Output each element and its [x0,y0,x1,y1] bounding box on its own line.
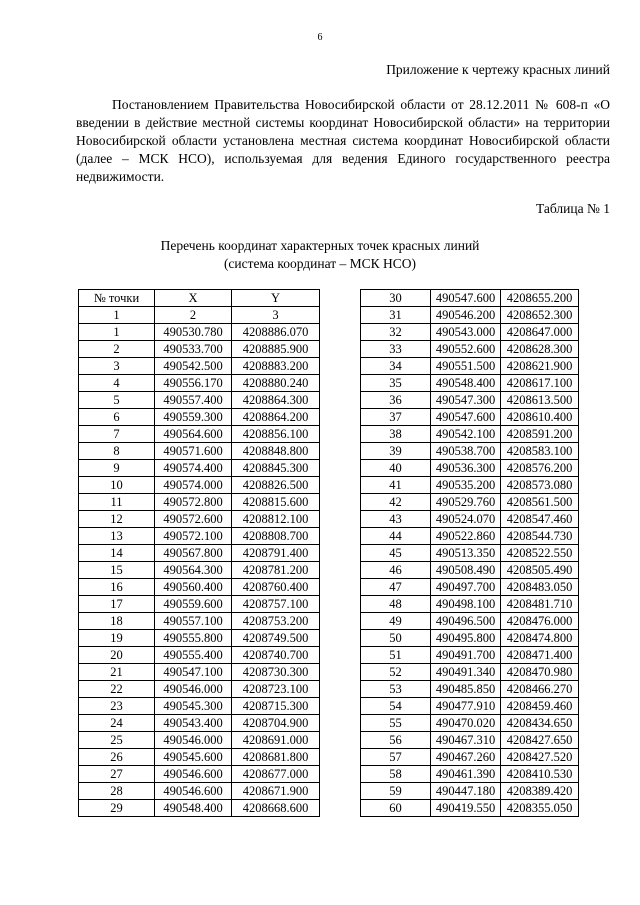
cell-x-value: 490522.860 [431,528,501,545]
cell-y-value: 4208522.550 [501,545,579,562]
cell-x-value: 490564.600 [155,426,232,443]
cell-x-value: 490564.300 [155,562,232,579]
table-row [361,341,579,358]
cell-point-number: 17 [79,596,155,613]
cell-point-number: 49 [361,613,431,630]
cell-point-number: 34 [361,358,431,375]
cell-x-value: 490542.500 [155,358,232,375]
table-row [79,392,320,409]
cell-point-number: 53 [361,681,431,698]
cell-x-value: 490467.310 [431,732,501,749]
cell-y-value: 4208864.300 [232,392,320,409]
table-row [361,579,579,596]
cell-y-value: 4208885.900 [232,341,320,358]
table-row [79,324,320,341]
cell-y-value: 4208723.100 [232,681,320,698]
cell-x-value: 490491.700 [431,647,501,664]
index-3: 3 [232,307,320,324]
cell-point-number: 42 [361,494,431,511]
table-row [79,477,320,494]
cell-point-number: 44 [361,528,431,545]
table-row [79,579,320,596]
table-row [79,596,320,613]
table-row [361,290,579,307]
cell-y-value: 4208617.100 [501,375,579,392]
table-row [361,426,579,443]
cell-point-number: 27 [79,766,155,783]
cell-y-value: 4208610.400 [501,409,579,426]
table-caption [0,237,640,273]
cell-x-value: 490548.400 [431,375,501,392]
cell-x-value: 490571.600 [155,443,232,460]
cell-x-value: 490535.200 [431,477,501,494]
table-row [361,715,579,732]
index-1: 1 [79,307,155,324]
cell-point-number: 47 [361,579,431,596]
cell-y-value: 4208655.200 [501,290,579,307]
cell-point-number: 32 [361,324,431,341]
cell-x-value: 490496.500 [431,613,501,630]
cell-y-value: 4208544.730 [501,528,579,545]
cell-y-value: 4208355.050 [501,800,579,817]
table-row [361,562,579,579]
cell-x-value: 490447.180 [431,783,501,800]
cell-y-value: 4208459.460 [501,698,579,715]
cell-x-value: 490524.070 [431,511,501,528]
table-row [79,545,320,562]
cell-x-value: 490533.700 [155,341,232,358]
cell-x-value: 490555.800 [155,630,232,647]
cell-x-value: 490545.300 [155,698,232,715]
cell-y-value: 4208757.100 [232,596,320,613]
cell-point-number: 15 [79,562,155,579]
cell-point-number: 31 [361,307,431,324]
table-row [361,307,579,324]
cell-point-number: 56 [361,732,431,749]
cell-x-value: 490547.600 [431,290,501,307]
cell-y-value: 4208886.070 [232,324,320,341]
cell-y-value: 4208483.050 [501,579,579,596]
coordinates-table-left [78,289,320,817]
cell-point-number: 43 [361,511,431,528]
table-row [361,732,579,749]
cell-x-value: 490572.800 [155,494,232,511]
cell-point-number: 16 [79,579,155,596]
cell-y-value: 4208848.800 [232,443,320,460]
table-row [361,545,579,562]
header-row [79,290,320,307]
cell-x-value: 490546.600 [155,766,232,783]
table-row [79,460,320,477]
cell-point-number: 39 [361,443,431,460]
cell-point-number: 26 [79,749,155,766]
cell-point-number: 54 [361,698,431,715]
cell-y-value: 4208410.530 [501,766,579,783]
table-row [361,477,579,494]
cell-x-value: 490536.300 [431,460,501,477]
cell-y-value: 4208561.500 [501,494,579,511]
table-row [79,630,320,647]
cell-y-value: 4208671.900 [232,783,320,800]
cell-x-value: 490546.000 [155,732,232,749]
table-row [361,766,579,783]
index-2: 2 [155,307,232,324]
cell-y-value: 4208471.400 [501,647,579,664]
cell-x-value: 490543.000 [431,324,501,341]
cell-x-value: 490557.400 [155,392,232,409]
cell-y-value: 4208476.000 [501,613,579,630]
cell-y-value: 4208815.600 [232,494,320,511]
table-row [79,613,320,630]
cell-x-value: 490477.910 [431,698,501,715]
cell-y-value: 4208808.700 [232,528,320,545]
cell-x-value: 490557.100 [155,613,232,630]
cell-point-number: 33 [361,341,431,358]
cell-point-number: 58 [361,766,431,783]
cell-point-number: 55 [361,715,431,732]
table-row [361,324,579,341]
cell-point-number: 57 [361,749,431,766]
table-row [361,460,579,477]
cell-point-number: 24 [79,715,155,732]
cell-point-number: 19 [79,630,155,647]
table-row [361,698,579,715]
cell-point-number: 29 [79,800,155,817]
table-row [361,528,579,545]
cell-x-value: 490498.100 [431,596,501,613]
cell-x-value: 490572.100 [155,528,232,545]
cell-point-number: 46 [361,562,431,579]
cell-x-value: 490467.260 [431,749,501,766]
cell-point-number: 9 [79,460,155,477]
cell-x-value: 490470.020 [431,715,501,732]
table-row [361,443,579,460]
table-row [361,494,579,511]
cell-x-value: 490546.600 [155,783,232,800]
cell-point-number: 20 [79,647,155,664]
cell-x-value: 490547.600 [431,409,501,426]
cell-y-value: 4208845.300 [232,460,320,477]
table-row [361,375,579,392]
cell-point-number: 36 [361,392,431,409]
cell-y-value: 4208652.300 [501,307,579,324]
cell-point-number: 60 [361,800,431,817]
cell-y-value: 4208749.500 [232,630,320,647]
cell-y-value: 4208389.420 [501,783,579,800]
cell-point-number: 21 [79,664,155,681]
cell-x-value: 490555.400 [155,647,232,664]
table-row [361,511,579,528]
cell-y-value: 4208704.900 [232,715,320,732]
cell-y-value: 4208753.200 [232,613,320,630]
cell-x-value: 490574.400 [155,460,232,477]
cell-point-number: 52 [361,664,431,681]
cell-x-value: 490419.550 [431,800,501,817]
cell-x-value: 490495.800 [431,630,501,647]
cell-y-value: 4208474.800 [501,630,579,647]
cell-x-value: 490567.800 [155,545,232,562]
cell-y-value: 4208427.520 [501,749,579,766]
table-row [361,800,579,817]
page-number: 6 [317,32,323,43]
cell-point-number: 22 [79,681,155,698]
cell-y-value: 4208740.700 [232,647,320,664]
cell-point-number: 50 [361,630,431,647]
cell-y-value: 4208591.200 [501,426,579,443]
cell-y-value: 4208677.000 [232,766,320,783]
cell-y-value: 4208621.900 [501,358,579,375]
table-row [79,766,320,783]
cell-y-value: 4208781.200 [232,562,320,579]
table-row [361,409,579,426]
cell-point-number: 11 [79,494,155,511]
table-row [79,511,320,528]
cell-point-number: 5 [79,392,155,409]
cell-point-number: 45 [361,545,431,562]
cell-x-value: 490574.000 [155,477,232,494]
table-row [361,783,579,800]
cell-point-number: 12 [79,511,155,528]
cell-x-value: 490556.170 [155,375,232,392]
table-row [79,715,320,732]
cell-x-value: 490572.600 [155,511,232,528]
table-row [79,426,320,443]
table-row [79,783,320,800]
cell-point-number: 14 [79,545,155,562]
cell-point-number: 3 [79,358,155,375]
caption-line-2: (система координат – МСК НСО) [223,256,417,271]
cell-y-value: 4208628.300 [501,341,579,358]
cell-x-value: 490548.400 [155,800,232,817]
cell-x-value: 490485.850 [431,681,501,698]
intro-paragraph: Постановлением Правительства Новосибирской области от 28.12.2011 № 608-п «О введении в действие местной системы координат Новосибирской области» на территории Новосибирской области установлена местная система координат Новосибирской области (далее – МСК НСО), используемая для ведения Единого государственного реестра недвижимости. [76,97,610,184]
cell-y-value: 4208760.400 [232,579,320,596]
cell-x-value: 490559.300 [155,409,232,426]
header-point-number: № точки [79,290,155,307]
cell-y-value: 4208547.460 [501,511,579,528]
table-row [361,358,579,375]
appendix-title: Приложение к чертежу красных линий [386,62,610,77]
table-row [79,341,320,358]
cell-x-value: 490545.600 [155,749,232,766]
table-row [79,494,320,511]
cell-y-value: 4208613.500 [501,392,579,409]
header-y: Y [232,290,320,307]
table-row [361,681,579,698]
cell-y-value: 4208466.270 [501,681,579,698]
cell-x-value: 490547.300 [431,392,501,409]
cell-point-number: 37 [361,409,431,426]
header-x: X [155,290,232,307]
cell-y-value: 4208681.800 [232,749,320,766]
table-row [79,528,320,545]
cell-x-value: 490513.350 [431,545,501,562]
cell-x-value: 490551.500 [431,358,501,375]
table-row [361,613,579,630]
cell-x-value: 490491.340 [431,664,501,681]
table-row [361,647,579,664]
cell-y-value: 4208470.980 [501,664,579,681]
cell-point-number: 41 [361,477,431,494]
table-row [79,375,320,392]
table-row [361,392,579,409]
cell-x-value: 490552.600 [431,341,501,358]
cell-point-number: 13 [79,528,155,545]
cell-x-value: 490530.780 [155,324,232,341]
cell-y-value: 4208791.400 [232,545,320,562]
cell-point-number: 10 [79,477,155,494]
cell-point-number: 18 [79,613,155,630]
cell-y-value: 4208576.200 [501,460,579,477]
cell-x-value: 490547.100 [155,664,232,681]
cell-point-number: 2 [79,341,155,358]
cell-y-value: 4208880.240 [232,375,320,392]
cell-point-number: 35 [361,375,431,392]
coordinates-table-right [360,289,579,817]
caption-line-1: Перечень координат характерных точек красных линий [160,238,480,253]
table-number: Таблица № 1 [536,201,610,216]
table-row [361,664,579,681]
table-row [361,596,579,613]
cell-point-number: 8 [79,443,155,460]
cell-y-value: 4208812.100 [232,511,320,528]
cell-y-value: 4208427.650 [501,732,579,749]
table-row [79,732,320,749]
table-row [361,749,579,766]
cell-y-value: 4208434.650 [501,715,579,732]
cell-point-number: 7 [79,426,155,443]
table-row [79,443,320,460]
table-row [79,647,320,664]
cell-y-value: 4208583.100 [501,443,579,460]
cell-point-number: 1 [79,324,155,341]
table-row [79,698,320,715]
cell-x-value: 490546.000 [155,681,232,698]
cell-y-value: 4208691.000 [232,732,320,749]
cell-point-number: 25 [79,732,155,749]
table-row [79,749,320,766]
cell-x-value: 490559.600 [155,596,232,613]
cell-x-value: 490542.100 [431,426,501,443]
cell-y-value: 4208826.500 [232,477,320,494]
cell-x-value: 490538.700 [431,443,501,460]
cell-x-value: 490529.760 [431,494,501,511]
cell-point-number: 28 [79,783,155,800]
cell-y-value: 4208856.100 [232,426,320,443]
cell-y-value: 4208864.200 [232,409,320,426]
table-row [79,681,320,698]
cell-point-number: 6 [79,409,155,426]
cell-point-number: 4 [79,375,155,392]
cell-point-number: 59 [361,783,431,800]
cell-y-value: 4208505.490 [501,562,579,579]
cell-x-value: 490497.700 [431,579,501,596]
cell-y-value: 4208647.000 [501,324,579,341]
cell-y-value: 4208573.080 [501,477,579,494]
table-row [361,630,579,647]
cell-point-number: 30 [361,290,431,307]
cell-point-number: 23 [79,698,155,715]
column-index-row [79,307,320,324]
cell-y-value: 4208883.200 [232,358,320,375]
cell-x-value: 490508.490 [431,562,501,579]
cell-y-value: 4208715.300 [232,698,320,715]
cell-point-number: 38 [361,426,431,443]
cell-y-value: 4208730.300 [232,664,320,681]
table-row [79,409,320,426]
cell-point-number: 51 [361,647,431,664]
cell-point-number: 40 [361,460,431,477]
cell-point-number: 48 [361,596,431,613]
cell-x-value: 490560.400 [155,579,232,596]
table-row [79,800,320,817]
cell-x-value: 490546.200 [431,307,501,324]
cell-x-value: 490543.400 [155,715,232,732]
cell-y-value: 4208481.710 [501,596,579,613]
table-row [79,562,320,579]
cell-y-value: 4208668.600 [232,800,320,817]
cell-x-value: 490461.390 [431,766,501,783]
table-row [79,358,320,375]
table-row [79,664,320,681]
